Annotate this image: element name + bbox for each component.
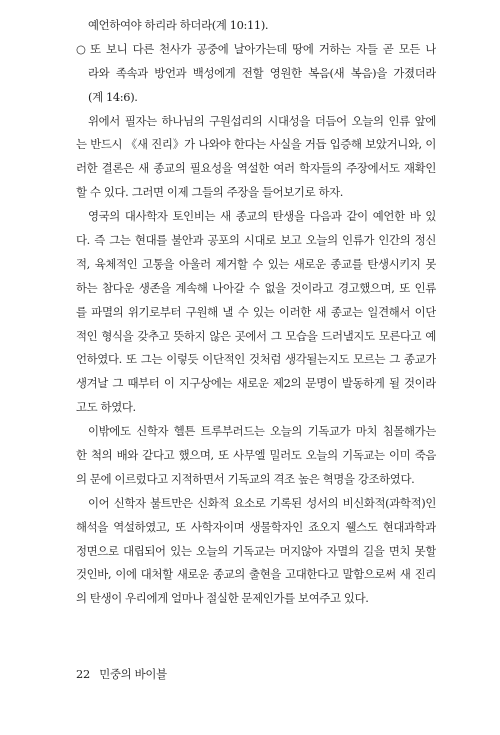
text-line	[76, 348, 436, 372]
text-line	[76, 205, 436, 229]
line-text: 의 탄생이 우리에게 얼마나 절실한 문제인가를 보여주고 있다.	[76, 591, 369, 606]
line-text: 적, 육체적인 고통을 아울러 제거할 수 있는 새로운 종교를 탄생시키지 못	[76, 256, 436, 271]
line-text: (계 14:6).	[88, 89, 138, 104]
text-line	[76, 396, 436, 420]
text-line	[76, 372, 436, 396]
line-text: 생겨날 그 때부터 이 지구상에는 새로운 제2의 문명이 발동하게 될 것이라	[76, 376, 436, 391]
page-number: 22	[76, 667, 90, 681]
text-line	[76, 563, 436, 587]
line-text: 예언하여야 하리라 하더라(계 10:11).	[88, 18, 269, 32]
text-line	[76, 229, 436, 253]
line-text: 러한 결론은 새 종교의 필요성을 역설한 여러 학자들의 주장에서도 재확인	[76, 161, 436, 176]
text-line	[76, 86, 436, 110]
line-text: 해석을 역설하였고, 또 사학자이며 생물학자인 죠오지 웰스도 현대과학과	[76, 519, 436, 534]
line-text: 언하였다. 또 그는 이렇듯 이단적인 것처럼 생각될는지도 모르는 그 종교가	[76, 352, 436, 367]
running-title: 민중의 바이블	[99, 667, 167, 681]
line-text: 정면으로 대립되어 있는 오늘의 기독교는 머지않아 자멸의 길을 면치 못할	[76, 543, 436, 558]
line-text: 이어 신학자 불트만은 신화적 요소로 기록된 성서의 비신화적(과학적)인	[88, 495, 436, 510]
line-text: 할 수 있다. 그러면 이제 그들의 주장을 들어보기로 하자.	[76, 185, 344, 200]
line-text: 영국의 대사학자 토인비는 새 종교의 탄생을 다음과 같이 예언한 바 있	[88, 209, 436, 224]
line-text: 고도 하였다.	[76, 400, 136, 415]
text-line	[76, 181, 436, 205]
line-text: 것인바, 이에 대처할 새로운 종교의 출현을 고대한다고 말함으로써 새 진리	[76, 567, 436, 582]
text-line	[76, 110, 436, 134]
text-line	[76, 492, 436, 516]
text-line	[76, 540, 436, 564]
text-line	[76, 133, 436, 157]
text-line	[76, 444, 436, 468]
text-line	[76, 468, 436, 492]
line-text: 또 보니 다른 천사가 공중에 날아가는데 땅에 거하는 자들 곧 모든 나	[90, 41, 436, 56]
text-line	[76, 301, 436, 325]
line-text: 는 반드시 《새 진리》가 나와야 한다는 사실을 거듭 입증해 보았거니와, 이	[76, 137, 436, 152]
text-line	[76, 253, 436, 277]
text-line	[76, 14, 436, 38]
circle-bullet-icon: ○	[76, 41, 86, 56]
text-line	[76, 38, 436, 62]
text-line	[76, 420, 436, 444]
text-line	[76, 277, 436, 301]
text-line	[76, 587, 436, 611]
line-text: 이밖에도 신학자 헬튼 트루부러드는 오늘의 기독교가 마치 침몰해가는	[88, 424, 436, 439]
line-text: 를 파멸의 위기로부터 구원해 낼 수 있는 이러한 새 종교는 일견해서 이단	[76, 304, 436, 319]
line-text: 다. 즉 그는 현대를 불안과 공포의 시대로 보고 오늘의 인류가 인간의 정신	[76, 233, 436, 248]
line-text: 위에서 필자는 하나님의 구원섭리의 시대성을 더듬어 오늘의 인류 앞에	[88, 113, 436, 128]
text-line	[76, 157, 436, 181]
line-text: 적인 형식을 갖추고 뜻하지 않은 곳에서 그 모습을 드러낼지도 모른다고 예	[76, 328, 436, 343]
text-line	[76, 62, 436, 86]
line-text: 하는 참다운 생존을 계속해 나아갈 수 없을 것이라고 경고했으며, 또 인류	[76, 280, 436, 295]
line-text: 의 문에 이르렀다고 지적하면서 기독교의 격조 높은 혁명을 강조하였다.	[76, 471, 415, 486]
text-line	[76, 325, 436, 349]
line-text: 라와 족속과 방언과 백성에게 전할 영원한 복음(새 복음)을 가졌더라	[88, 65, 436, 80]
text-line	[76, 516, 436, 540]
body-text	[76, 14, 436, 611]
line-text: 한 척의 배와 같다고 했으며, 또 사무엘 밀러도 오늘의 기독교는 이미 죽음	[76, 448, 436, 463]
page-footer	[76, 666, 167, 682]
